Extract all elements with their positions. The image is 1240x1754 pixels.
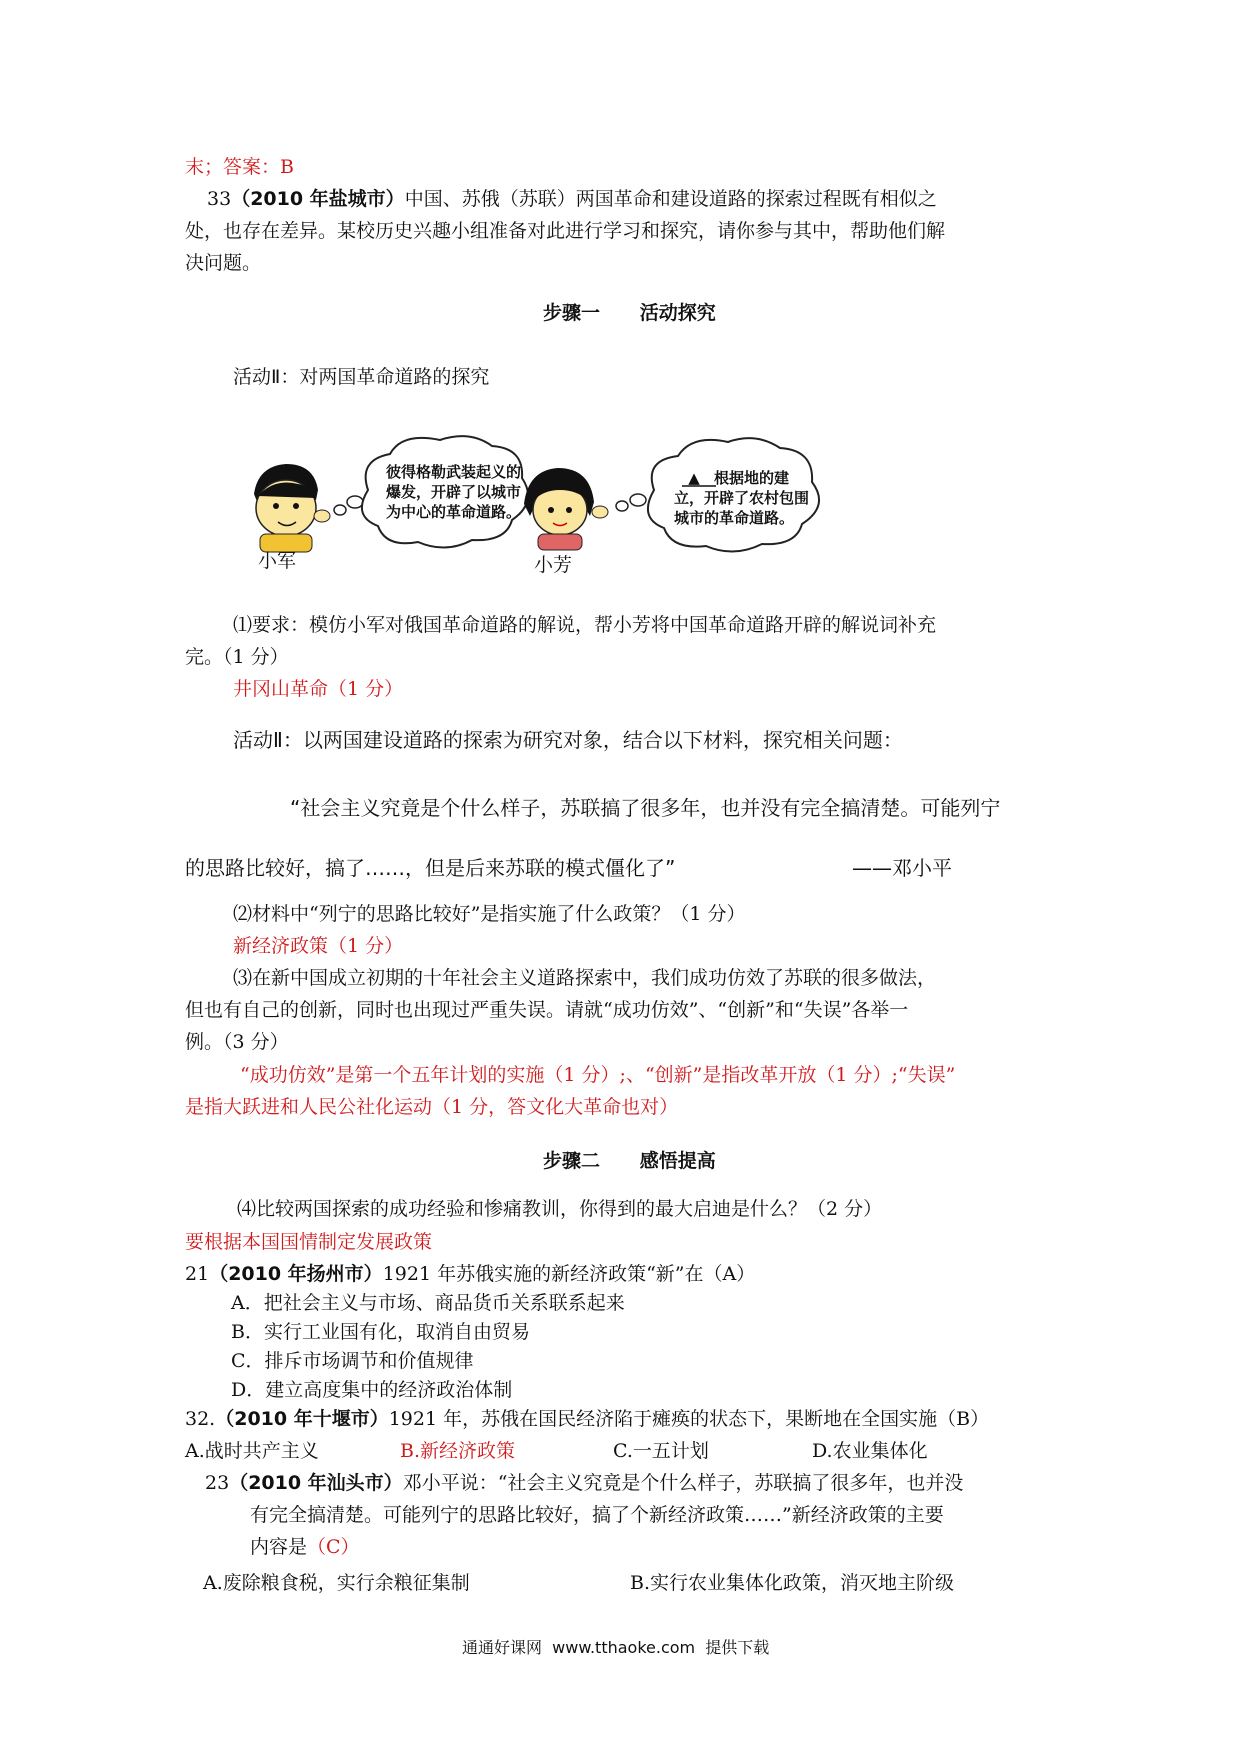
xiaojun-bubble-line: 爆发，开辟了以城市 xyxy=(386,483,522,501)
q23-line2: 有完全搞清楚。可能列宁的思路比较好，搞了个新经济政策……”新经济政策的主要 xyxy=(250,1504,944,1526)
step1-heading: 步骤一 活动探究 xyxy=(543,302,716,324)
quote-line2: 的思路比较好，搞了……，但是后来苏联的模式僵化了” xyxy=(185,856,676,880)
q21-stem xyxy=(185,1265,755,1284)
dialogue-figure xyxy=(240,430,930,580)
activity1-heading: 活动Ⅱ：对两国革命道路的探究 xyxy=(233,366,490,388)
xiaofang-bubble-line: 立，开辟了农村包围 xyxy=(674,489,810,507)
q21-stem-text: 1921 年苏俄实施的新经济政策“新”在（A） xyxy=(382,1263,756,1285)
q33-source: （2010 年盐城市） xyxy=(231,188,405,210)
q21-number: 21 xyxy=(185,1263,210,1285)
xiaofang-bubble-text xyxy=(674,468,809,528)
xiaojun-bubble-text xyxy=(386,462,521,522)
q32-option-c: C.一五计划 xyxy=(613,1440,709,1462)
q23-option-b: B.实行农业集体化政策，消灭地主阶级 xyxy=(630,1572,955,1594)
page-footer: 通通好课网 www.tthaoke.com 提供下载 xyxy=(462,1638,770,1657)
q21-option-a: A．把社会主义与市场、商品货币关系联系起来 xyxy=(231,1292,625,1314)
q23-line1 xyxy=(205,1474,963,1493)
q2-answer: 新经济政策（1 分） xyxy=(233,935,404,957)
q23-line1-text: 邓小平说：“社会主义究竟是个什么样子，苏联搞了很多年，也并没 xyxy=(402,1472,964,1494)
q33-line3: 决问题。 xyxy=(185,252,262,274)
q1-line1: ⑴要求：模仿小军对俄国革命道路的解说，帮小芳将中国革命道路开辟的解说词补充 xyxy=(233,614,937,636)
xiaojun-name: 小军 xyxy=(258,550,297,572)
q3-line3: 例。（3 分） xyxy=(185,1031,289,1053)
q32-number: 32. xyxy=(185,1408,216,1430)
q23-source: （2010 年汕头市） xyxy=(229,1472,403,1494)
xiaofang-figure xyxy=(524,468,608,550)
q23-answer: （C） xyxy=(307,1536,360,1558)
q1-answer: 井冈山革命（1 分） xyxy=(233,678,404,700)
xiaojun-bubble-line: 为中心的革命道路。 xyxy=(386,503,522,521)
q23-line3 xyxy=(250,1538,360,1557)
xiaofang-bubble-line: 城市的革命道路。 xyxy=(674,509,795,527)
q21-option-d: D．建立高度集中的经济政治体制 xyxy=(231,1379,513,1401)
step2-heading: 步骤二 感悟提高 xyxy=(543,1150,716,1172)
q23-number: 23 xyxy=(205,1472,230,1494)
xiaofang-name: 小芳 xyxy=(534,554,573,576)
q21-option-c: C．排斥市场调节和价值规律 xyxy=(231,1350,474,1372)
q32-option-b: B.新经济政策 xyxy=(400,1440,516,1462)
xiaofang-bubble-line1-tail: 根据地的建 xyxy=(714,469,790,487)
q33-line2: 处，也存在差异。某校历史兴趣小组准备对此进行学习和探究，请你参与其中，帮助他们解 xyxy=(185,220,946,242)
q21-option-b: B．实行工业国有化，取消自由贸易 xyxy=(231,1321,530,1343)
q3-answer-line1: “成功仿效”是第一个五年计划的实施（1 分）;、“创新”是指改革开放（1 分）;“失误” xyxy=(240,1064,956,1086)
q32-source: （2010 年十堰市） xyxy=(215,1408,389,1430)
q32-option-d: D.农业集体化 xyxy=(812,1440,928,1462)
q3-answer-line2: 是指大跃进和人民公社化运动（1 分，答文化大革命也对） xyxy=(185,1096,679,1118)
q3-line1: ⑶在新中国成立初期的十年社会主义道路探索中，我们成功仿效了苏联的很多做法， xyxy=(233,967,937,989)
xiaojun-bubble-line: 彼得格勒武装起义的 xyxy=(386,463,522,481)
q3-line2: 但也有自己的创新，同时也出现过严重失误。请就“成功仿效”、“创新”和“失误”各举一 xyxy=(185,999,909,1021)
q32-option-a: A.战时共产主义 xyxy=(185,1440,319,1462)
q21-source: （2010 年扬州市） xyxy=(209,1263,383,1285)
q2-text: ⑵材料中“列宁的思路比较好”是指实施了什么政策？（1 分） xyxy=(233,903,746,925)
q4-answer: 要根据本国国情制定发展政策 xyxy=(185,1231,433,1253)
q23-option-a: A.废除粮食税，实行余粮征集制 xyxy=(203,1572,470,1594)
xiaojun-figure xyxy=(254,464,330,552)
q33-line1-text: 中国、苏俄（苏联）两国革命和建设道路的探索过程既有相似之 xyxy=(404,188,937,210)
q4-text: ⑷比较两国探索的成功经验和惨痛教训，你得到的最大启迪是什么？（2 分） xyxy=(237,1198,883,1220)
q23-line3-text: 内容是 xyxy=(250,1536,308,1558)
q32-stem xyxy=(185,1410,989,1429)
dialogue-illustration xyxy=(240,430,930,580)
q32-stem-text: 1921 年，苏俄在国民经济陷于瘫痪的状态下，果断地在全国实施（B） xyxy=(388,1408,990,1430)
quote-author: ——邓小平 xyxy=(852,856,952,880)
blank-marker: ▲ xyxy=(688,469,700,487)
q33-number: 33 xyxy=(207,188,232,210)
xiaofang-bubble-line1 xyxy=(674,468,809,488)
q33-line1 xyxy=(207,190,937,209)
q1-line2: 完。（1 分） xyxy=(185,646,289,668)
answer-line: 末；答案：B xyxy=(185,156,294,178)
quote-line1: “社会主义究竟是个什么样子，苏联搞了很多年，也并没有完全搞清楚。可能列宁 xyxy=(290,796,1001,820)
activity2-heading: 活动Ⅱ：以两国建设道路的探索为研究对象，结合以下材料，探究相关问题： xyxy=(233,728,903,752)
